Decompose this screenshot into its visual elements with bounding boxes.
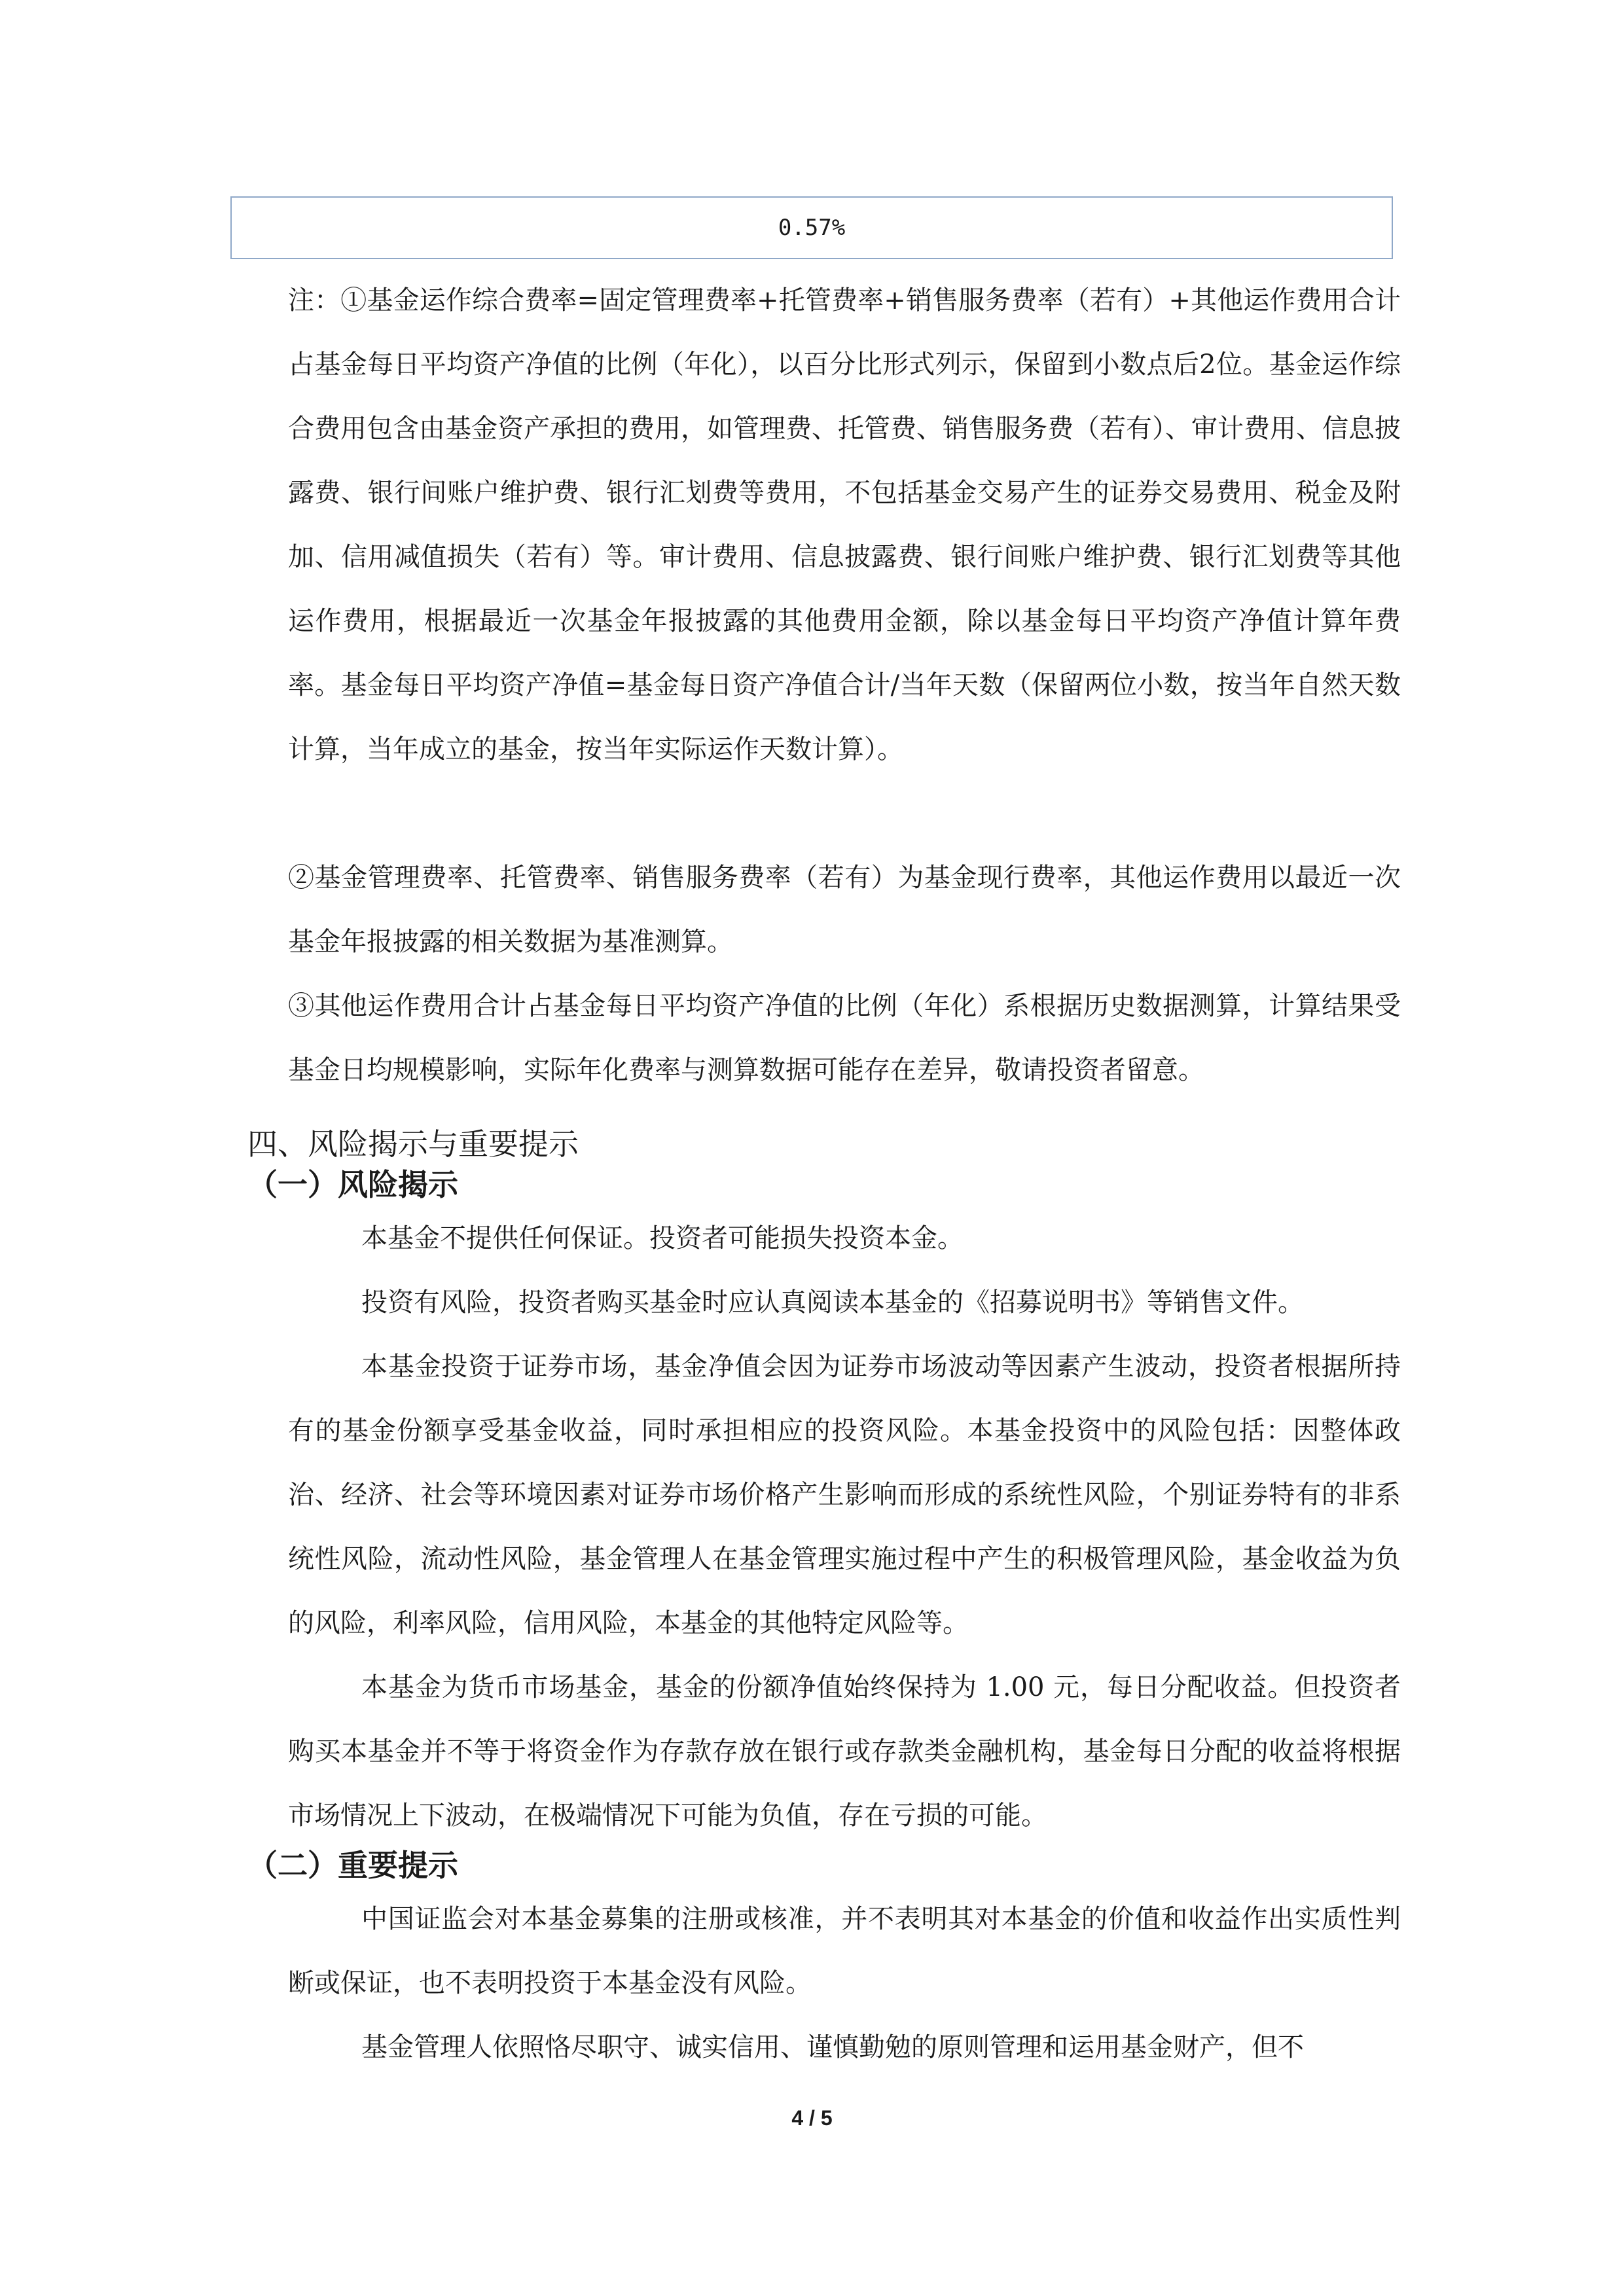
important-paragraph-1: 中国证监会对本基金募集的注册或核准，并不表明其对本基金的价值和收益作出实质性判断或保证，也不表明投资于本基金没有风险。 [288,1904,1401,1998]
note-2: ②基金管理费率、托管费率、销售服务费率（若有）为基金现行费率，其他运作费用以最近一次基金年报披露的相关数据为基准测算。 [288,863,1401,957]
fee-rate-cell [230,196,1393,259]
risk-heading: （一）风险揭示 [247,1167,458,1202]
fee-rate-value: 0.57% [778,215,846,241]
risk-paragraph-1: 本基金不提供任何保证。投资者可能损失投资本金。 [361,1223,964,1253]
section-title: 四、风险揭示与重要提示 [247,1126,579,1162]
note-1: 注：①基金运作综合费率=固定管理费率+托管费率+销售服务费率（若有）+其他运作费用合计占基金每日平均资产净值的比例（年化），以百分比形式列示，保留到小数点后2位。基金运作综合费用包含由基金资产承担的费用，如管理费、托管费、销售服务费（若有）、审计费用、信息披露费、银行间账户维护费、银行汇划费等费用，不包括基金交易产生的证券交易费用、税金及附加、信用减值损失（若有）等。审计费用、信息披露费、银行间账户维护费、银行汇划费等其他运作费用，根据最近一次基金年报披露的其他费用金额，除以基金每日平均资产净值计算年费率。基金每日平均资产净值=基金每日资产净值合计/当年天数（保留两位小数，按当年自然天数计算，当年成立的基金，按当年实际运作天数计算）。 [288,285,1401,764]
risk-paragraph-2: 投资有风险，投资者购买基金时应认真阅读本基金的《招募说明书》等销售文件。 [361,1287,1304,1318]
page-number: 4 / 5 [791,2106,833,2130]
risk-paragraph-4: 本基金为货币市场基金，基金的份额净值始终保持为 1.00 元，每日分配收益。但投资者购买本基金并不等于将资金作为存款存放在银行或存款类金融机构，基金每日分配的收益将根据市场情况上下波动，在极端情况下可能为负值，存在亏损的可能。 [288,1672,1401,1831]
important-paragraph-2: 基金管理人依照恪尽职守、诚实信用、谨慎勤勉的原则管理和运用基金财产，但不 [361,2032,1304,2062]
risk-paragraph-3: 本基金投资于证券市场，基金净值会因为证券市场波动等因素产生波动，投资者根据所持有的基金份额享受基金收益，同时承担相应的投资风险。本基金投资中的风险包括：因整体政治、经济、社会等环境因素对证券市场价格产生影响而形成的系统性风险，个别证券特有的非系统性风险，流动性风险，基金管理人在基金管理实施过程中产生的积极管理风险，基金收益为负的风险，利率风险，信用风险，本基金的其他特定风险等。 [288,1352,1401,1638]
note-3: ③其他运作费用合计占基金每日平均资产净值的比例（年化）系根据历史数据测算，计算结果受基金日均规模影响，实际年化费率与测算数据可能存在差异，敬请投资者留意。 [288,991,1401,1085]
important-heading: （二）重要提示 [247,1848,458,1883]
